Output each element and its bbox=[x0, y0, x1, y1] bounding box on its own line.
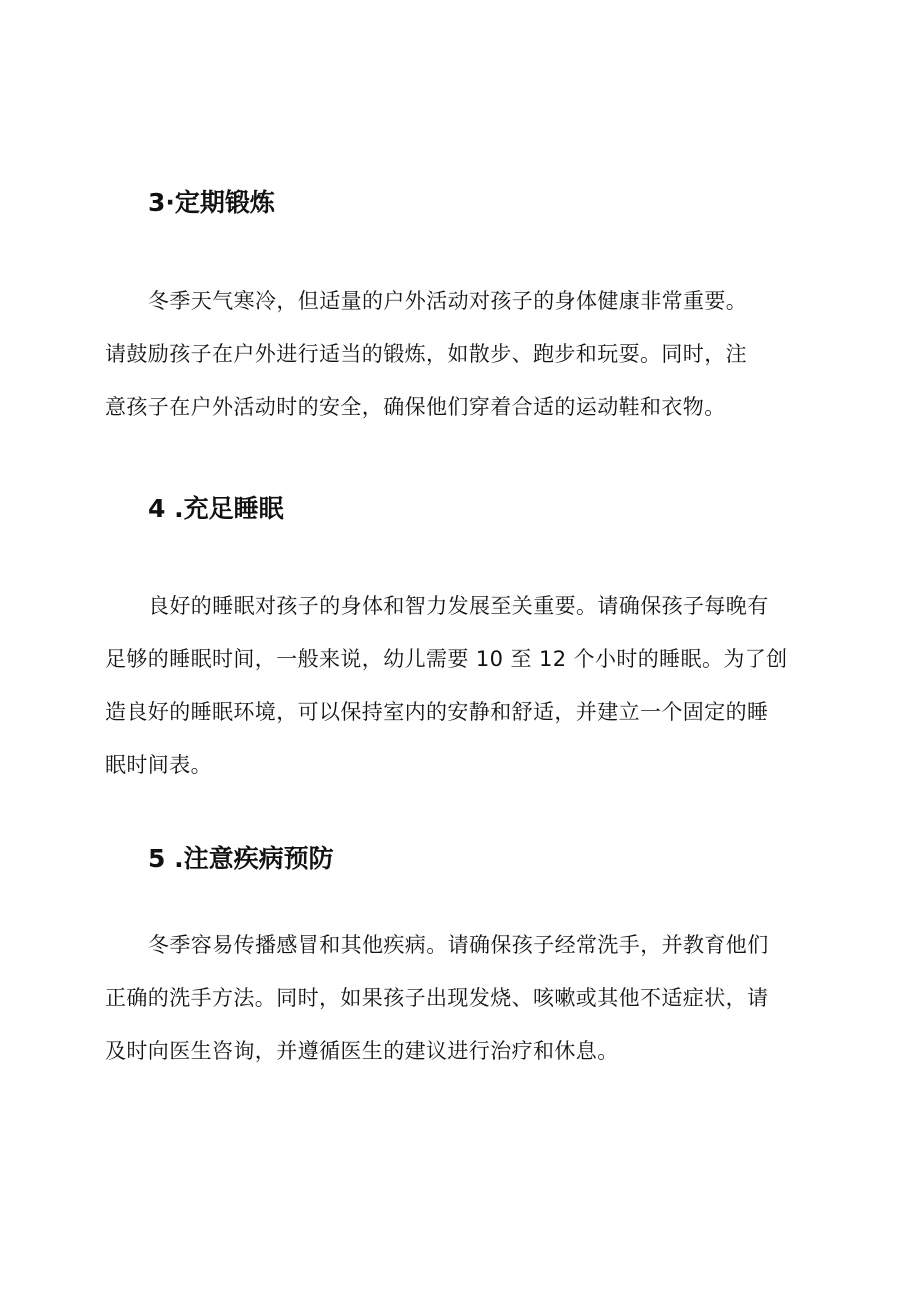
section-heading-sleep: 4 .充足睡眠 bbox=[148, 494, 284, 523]
paragraph-line: 造良好的睡眠环境，可以保持室内的安静和舒适，并建立一个固定的睡 bbox=[105, 700, 769, 724]
paragraph-line: 冬季容易传播感冒和其他疾病。请确保孩子经常洗手，并教育他们 bbox=[148, 933, 769, 957]
paragraph-line: 意孩子在户外活动时的安全，确保他们穿着合适的运动鞋和衣物。 bbox=[105, 395, 726, 419]
section-paragraph-disease-prevention bbox=[105, 919, 820, 1078]
paragraph-line: 眠时间表。 bbox=[105, 753, 212, 777]
section-paragraph-exercise bbox=[105, 275, 820, 434]
paragraph-line: 请鼓励孩子在户外进行适当的锻炼，如散步、跑步和玩耍。同时，注 bbox=[105, 342, 747, 366]
paragraph-line: 冬季天气寒冷，但适量的户外活动对孩子的身体健康非常重要。 bbox=[148, 289, 748, 313]
section-heading-disease-prevention: 5 .注意疾病预防 bbox=[148, 844, 334, 873]
paragraph-line: 良好的睡眠对孩子的身体和智力发展至关重要。请确保孩子每晚有 bbox=[148, 594, 769, 618]
paragraph-line: 正确的洗手方法。同时，如果孩子出现发烧、咳嗽或其他不适症状，请 bbox=[105, 986, 769, 1010]
paragraph-line: 足够的睡眠时间，一般来说，幼儿需要 10 至 12 个小时的睡眠。为了创 bbox=[105, 647, 788, 671]
section-paragraph-sleep bbox=[105, 580, 820, 792]
paragraph-line: 及时向医生咨询，并遵循医生的建议进行治疗和休息。 bbox=[105, 1039, 619, 1063]
section-heading-exercise: 3·定期锻炼 bbox=[148, 188, 275, 217]
